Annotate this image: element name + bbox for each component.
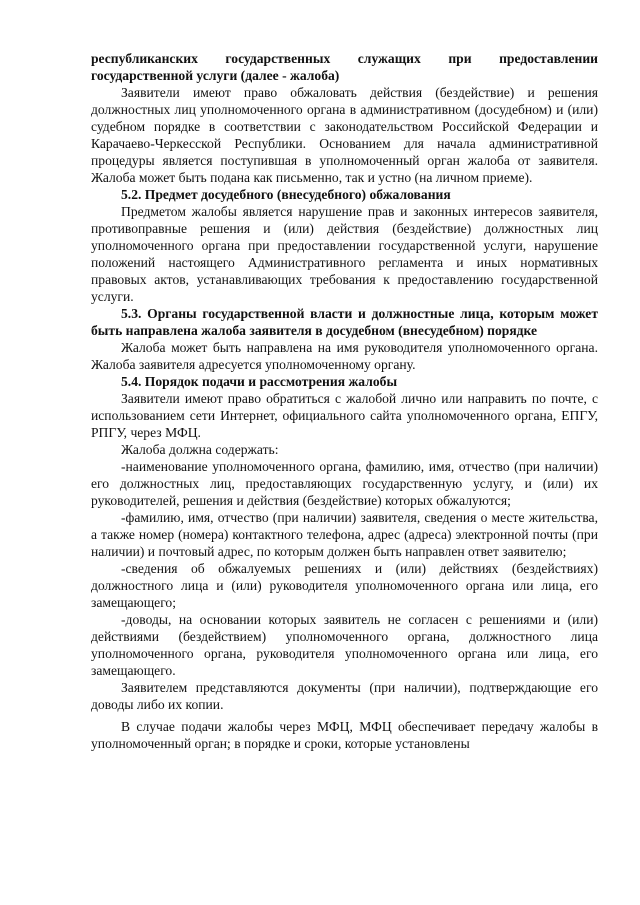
section-heading-5-4: 5.4. Порядок подачи и рассмотрения жалобы <box>121 374 398 389</box>
paragraph-appeal-subject: Предметом жалобы является нарушение прав и законных интересов заявителя, противоправные решения и (или) действия (бездействие) должностных лиц уполномоченного органа при предоставлении государственной услуги, нарушение положений настоящего Административного регламента и иных нормативных правовых актов, устанавливающих требования к предоставлению государственной услуги. <box>91 204 598 304</box>
heading-continuation: республиканских государственных служащих при предоставлении государственной услуги (далее - жалоба) <box>91 51 598 83</box>
paragraph-appeal-right: Заявители имеют право обжаловать действия (бездействие) и решения должностных лиц уполномоченного органа в административном (досудебном) и (или) судебном порядке в соответствии с законодательством Российской Федерации и Карачаево-Черкесской Республики. Основанием для начала административной процедуры является поступившая в уполномоченный орган жалоба от заявителя. Жалоба может быть подана как письменно, так и устно (на личном приеме). <box>91 85 598 185</box>
paragraph-supporting-documents: Заявителем представляются документы (при наличии), подтверждающие его доводы либо их копии. <box>91 680 598 712</box>
paragraph-content-intro: Жалоба должна содержать: <box>121 442 279 457</box>
paragraph-mfc-transfer: В случае подачи жалобы через МФЦ, МФЦ обеспечивает передачу жалобы в уполномоченный орган; в порядке и сроки, которые установлены <box>91 719 598 751</box>
list-item-authority-name: -наименование уполномоченного органа, фамилию, имя, отчество (при наличии) его должностных лиц, предоставляющих государственную услугу, и (или) их руководителей, решения и действия (бездействие) которых обжалуются; <box>91 459 598 508</box>
list-item-arguments: -доводы, на основании которых заявитель не согласен с решениями и (или) действиями (бездействием) уполномоченного органа, должностного лица уполномоченного органа, руководителя уполномоченного органа или лица, его замещающего. <box>91 612 598 678</box>
section-heading-5-2: 5.2. Предмет досудебного (внесудебного) обжалования <box>121 187 451 202</box>
paragraph-filing-methods: Заявители имеют право обратиться с жалобой лично или направить по почте, с использованием сети Интернет, официального сайта уполномоченного органа, ЕПГУ, РПГУ, через МФЦ. <box>91 391 598 440</box>
paragraph-appeal-addressee: Жалоба может быть направлена на имя руководителя уполномоченного органа. Жалоба заявителя адресуется уполномоченному органу. <box>91 340 598 372</box>
list-item-applicant-details: -фамилию, имя, отчество (при наличии) заявителя, сведения о месте жительства, а также номер (номера) контактного телефона, адрес (адреса) электронной почты (при наличии) и почтовый адрес, по которым должен быть направлен ответ заявителю; <box>91 510 598 559</box>
document-page <box>91 50 598 752</box>
section-heading-5-3: 5.3. Органы государственной власти и должностные лица, которым может быть направлена жалоба заявителя в досудебном (внесудебном) порядке <box>91 306 598 338</box>
list-item-contested-actions: -сведения об обжалуемых решениях и (или) действиях (бездействиях) должностного лица и (или) руководителя уполномоченного органа или лица, его замещающего; <box>91 561 598 610</box>
